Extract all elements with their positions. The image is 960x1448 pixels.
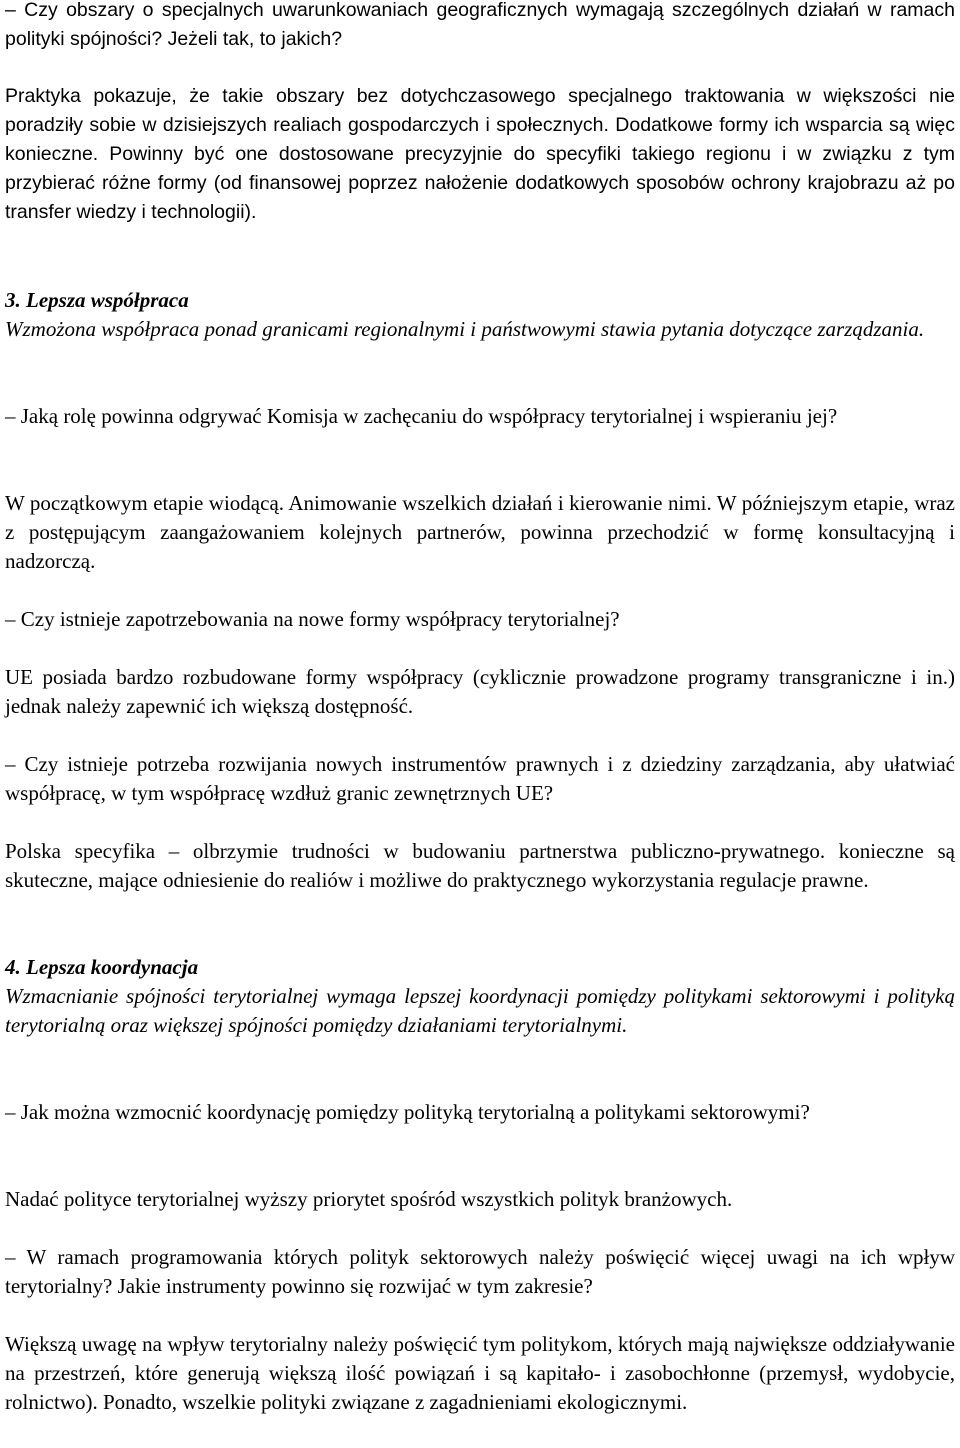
answer-legal-instruments: Polska specyfika – olbrzymie trudności w budowaniu partnerstwa publiczno-prywatnego. konieczne są skuteczne, mające odniesienie do realiów i możliwe do praktycznego wykorzystania regulacje prawne. bbox=[5, 839, 955, 892]
question-commission-role: – Jaką rolę powinna odgrywać Komisja w zachęcaniu do współpracy terytorialnej i wspieraniu jej? bbox=[5, 404, 838, 428]
question-legal-instruments: – Czy istnieje potrzeba rozwijania nowych instrumentów prawnych i z dziedziny zarządzania, aby ułatwiać współpracę, w tym współpracę wzdłuż granic zewnętrznych UE? bbox=[5, 752, 955, 805]
section-4-heading: 4. Lepsza koordynacja bbox=[5, 955, 199, 979]
answer-commission-role: W początkowym etapie wiodącą. Animowanie wszelkich działań i kierowanie nimi. W późniejszym etapie, wraz z postępującym zaangażowaniem kolejnych partnerów, powinna przechodzić w formę konsultacyjną i nadzorczą. bbox=[5, 491, 955, 573]
question-sectoral-policies: – W ramach programowania których polityk sektorowych należy poświęcić więcej uwagi na ich wpływ terytorialny? Jakie instrumenty powinno się rozwijać w tym zakresie? bbox=[5, 1245, 955, 1298]
answer-coordination: Nadać polityce terytorialnej wyższy priorytet spośród wszystkich polityk branżowych. bbox=[5, 1187, 733, 1211]
section-3-intro: Wzmożona współpraca ponad granicami regionalnymi i państwowymi stawia pytania dotyczące zarządzania. bbox=[5, 317, 925, 341]
answer-sectoral-policies: Większą uwagę na wpływ terytorialny należy poświęcić tym politykom, których mają największe oddziaływanie na przestrzeń, które generują większą ilość powiązań i są kapitało- i zasobochłonne (przemysł, wydobycie, rolnictwo). Ponadto, wszelkie polityki związane z zagadnieniami ekologicznymi. bbox=[5, 1332, 955, 1414]
question-geographic-areas: – Czy obszary o specjalnych uwarunkowaniach geograficznych wymagają szczególnych działań w ramach polityki spójności? Jeżeli tak, to jakich? bbox=[5, 0, 955, 50]
answer-geographic-areas: Praktyka pokazuje, że takie obszary bez dotychczasowego specjalnego traktowania w większości nie poradziły sobie w dzisiejszych realiach gospodarczych i społecznych. Dodatkowe formy ich wsparcia są więc konieczne. Powinny być one dostosowane precyzyjnie do specyfiki takiego regionu i w związku z tym przybierać różne formy (od finansowej poprzez nałożenie dodatkowych sposobów ochrony krajobrazu aż po transfer wiedzy i technologii). bbox=[5, 85, 955, 223]
section-4-intro: Wzmacnianie spójności terytorialnej wymaga lepszej koordynacji pomiędzy politykami sektorowymi i polityką terytorialną oraz większej spójności pomiędzy działaniami terytorialnymi. bbox=[5, 984, 955, 1037]
question-coordination: – Jak można wzmocnić koordynację pomiędzy polityką terytorialną a politykami sektorowymi? bbox=[5, 1100, 810, 1124]
answer-new-forms: UE posiada bardzo rozbudowane formy współpracy (cyklicznie prowadzone programy transgraniczne i in.) jednak należy zapewnić ich większą dostępność. bbox=[5, 665, 955, 718]
section-3-heading: 3. Lepsza współpraca bbox=[5, 288, 189, 312]
question-new-forms: – Czy istnieje zapotrzebowania na nowe formy współpracy terytorialnej? bbox=[5, 607, 620, 631]
